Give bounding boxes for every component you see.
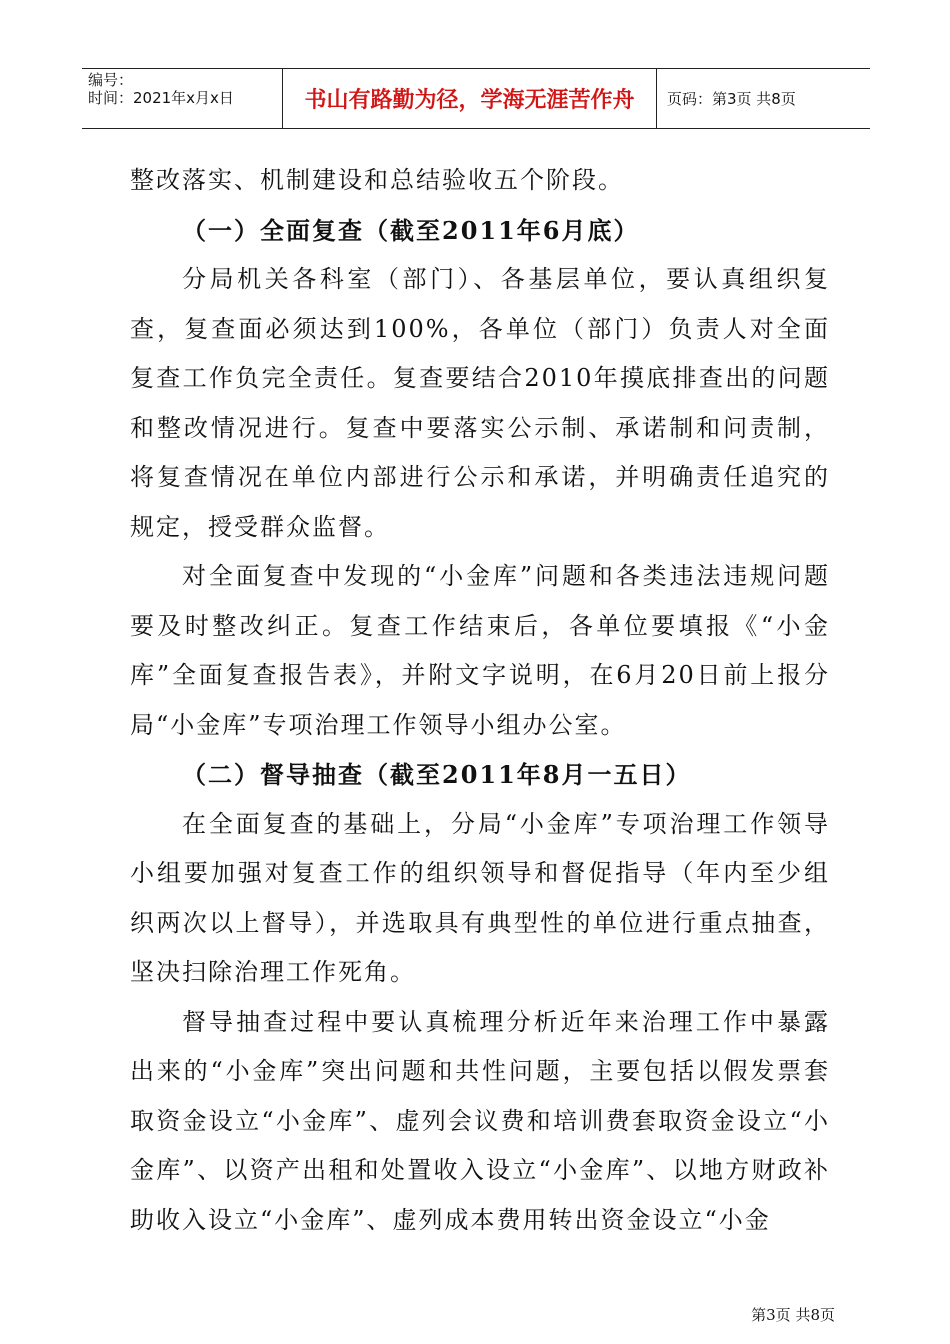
- page-header: [82, 68, 870, 129]
- paragraph: 在全面复查的基础上，分局“小金库”专项治理工作领导小组要加强对复查工作的组织领导和督促指导（年内至少组织两次以上督导），并选取具有典型性的单位进行重点抽查，坚决扫除治理工作死角。: [130, 809, 830, 986]
- paragraph-continuation: 整改落实、机制建设和总结验收五个阶段。: [130, 166, 624, 194]
- page-footer: 第3页 共8页: [751, 1306, 835, 1324]
- header-page-label: 页码：第3页 共8页: [667, 90, 796, 108]
- number-label: 编号：: [88, 71, 134, 89]
- time-label: 时间：2021年x月x日: [88, 89, 234, 107]
- paragraph: 分局机关各科室（部门）、各基层单位，要认真组织复查，复查面必须达到100%，各单位（部门）负责人对全面复查工作负完全责任。复查要结合2010年摸底排查出的问题和整改情况进行。复查中要落实公示制、承诺制和问责制，将复查情况在单位内部进行公示和承诺，并明确责任追究的规定，授受群众监督。: [130, 265, 830, 541]
- document-body: [130, 156, 830, 1245]
- section-heading-1: （一）全面复查（截至2011年6月底）: [182, 215, 640, 245]
- paragraph: 对全面复查中发现的“小金库”问题和各类违法违规问题要及时整改纠正。复查工作结束后，各单位要填报《“小金库”全面复查报告表》，并附文字说明，在6月20日前上报分局“小金库”专项治理工作领导小组办公室。: [130, 562, 830, 739]
- section-heading-2: （二）督导抽查（截至2011年8月一五日）: [182, 760, 692, 789]
- header-meta: [82, 69, 283, 128]
- header-motto: 书山有路勤为径，学海无涯苦作舟: [283, 69, 657, 128]
- paragraph: 督导抽查过程中要认真梳理分析近年来治理工作中暴露出来的“小金库”突出问题和共性问题，主要包括以假发票套取资金设立“小金库”、虚列会议费和培训费套取资金设立“小金库”、以资产出租和处置收入设立“小金库”、以地方财政补助收入设立“小金库”、虚列成本费用转出资金设立“小金: [130, 1007, 830, 1234]
